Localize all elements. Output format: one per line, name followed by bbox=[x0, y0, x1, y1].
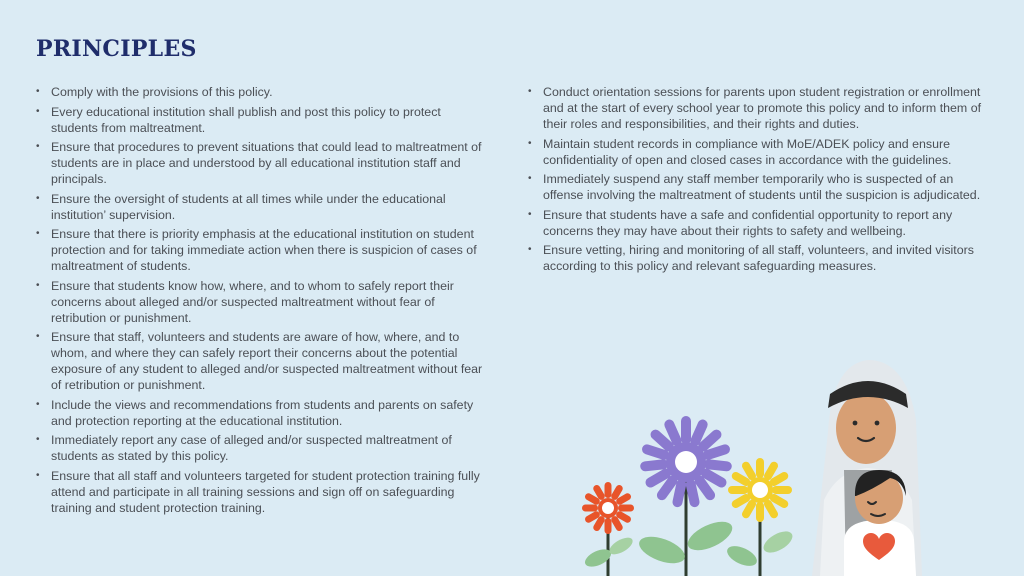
illustration bbox=[576, 350, 1024, 576]
orange-flower-icon bbox=[582, 482, 635, 576]
purple-flower-icon bbox=[636, 416, 737, 576]
list-item: • Ensure that there is priority emphasis at the educational institution on student protection and for taking immediate action when there is suspicion of cases of maltreatment of students. bbox=[33, 226, 485, 274]
list-item: • Maintain student records in compliance with MoE/ADEK policy and ensure confidentiality of open and closed cases in accordance with the guidelines. bbox=[525, 136, 983, 168]
list-item: • Ensure that students know how, where, and to whom to safely report their concerns about alleged and/or suspected maltreatment without fear of retribution or punishment. bbox=[33, 278, 485, 326]
list-item: • Every educational institution shall publish and post this policy to protect students from maltreatment. bbox=[33, 104, 485, 136]
list-item: • Ensure that all staff and volunteers targeted for student protection training fully attend and participate in all training sessions and sign off on safeguarding training and student protection training. bbox=[33, 468, 485, 516]
left-principles-list bbox=[33, 84, 485, 519]
list-item: • Comply with the provisions of this policy. bbox=[33, 84, 485, 100]
yellow-flower-icon bbox=[724, 458, 796, 576]
list-item: • Ensure that staff, volunteers and students are aware of how, where, and to whom, and where they can safely report their concerns about the potential exposure of any student to alleged and/or suspected maltreatment without fear of retribution or punishment. bbox=[33, 329, 485, 393]
list-item: • Include the views and recommendations from students and parents on safety and protection reporting at the educational institution. bbox=[33, 397, 485, 429]
list-item: • Ensure that procedures to prevent situations that could lead to maltreatment of students are in place and understood by all educational institution staff and principals. bbox=[33, 139, 485, 187]
right-principles-list bbox=[525, 84, 983, 278]
list-item: • Immediately suspend any staff member temporarily who is suspected of an offense involving the maltreatment of students until the suspicion is adjudicated. bbox=[525, 171, 983, 203]
list-item: • Ensure that students have a safe and confidential opportunity to report any concerns they may have about their rights to safety and wellbeing. bbox=[525, 207, 983, 239]
list-item: • Immediately report any case of alleged and/or suspected maltreatment of students as stated by this policy. bbox=[33, 432, 485, 464]
list-item: • Ensure the oversight of students at all times while under the educational institution’ supervision. bbox=[33, 191, 485, 223]
page-title: PRINCIPLES bbox=[36, 36, 197, 62]
list-item: • Ensure vetting, hiring and monitoring of all staff, volunteers, and invited visitors according to this policy and relevant safeguarding measures. bbox=[525, 242, 983, 274]
list-item: • Conduct orientation sessions for parents upon student registration or enrollment and at the start of every school year to promote this policy and to inform them of their roles and responsibilities, and their rights and duties. bbox=[525, 84, 983, 132]
